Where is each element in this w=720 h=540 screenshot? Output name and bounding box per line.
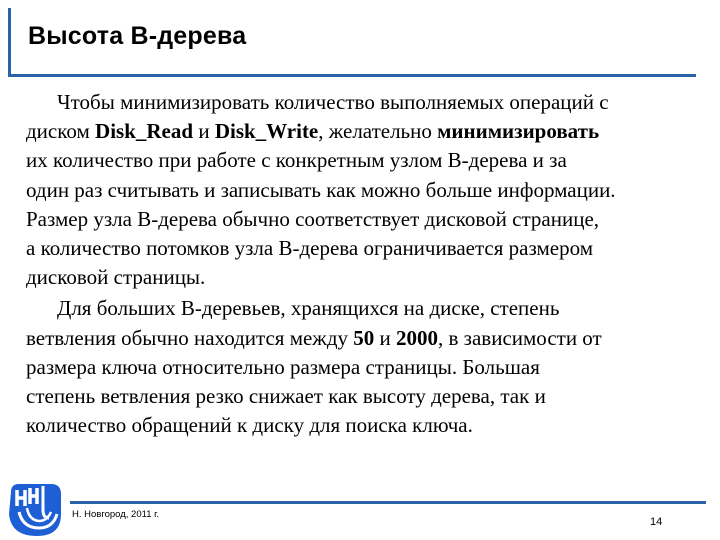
text-segment: ветвления обычно находится между [26,325,354,350]
text-segment: диском [26,119,96,144]
text-line [26,263,716,292]
text-line [26,88,716,117]
emphasized-text: 2000 [396,325,439,350]
text-segment: степень ветвления резко снижает как высоту дерева, так и [26,384,546,409]
text-line [26,205,716,234]
text-line [26,294,716,323]
text-segment: Размер узла B-дерева обычно соответствует дисковой странице, [26,206,600,231]
emphasized-text: Disk_Read [95,119,194,144]
text-line [26,411,716,440]
text-segment: размера ключа относительно размера страницы. Большая [26,354,540,379]
text-line [26,353,716,382]
emphasized-text: 50 [353,325,375,350]
text-segment: , желательно [318,119,438,144]
text-segment: один раз считывать и записывать как можно больше информации. [26,177,616,202]
emphasized-text: минимизировать [437,119,600,144]
emphasized-text: Disk_Write [214,119,319,144]
footer-divider [70,501,706,504]
text-line [26,382,716,411]
text-segment: количество обращений к диску для поиска ключа. [26,413,473,438]
text-line [26,324,716,353]
body-paragraph [26,294,716,440]
text-segment: Чтобы минимизировать количество выполняемых операций с [57,90,609,114]
title-accent-vertical-line [8,8,11,77]
text-line [26,146,716,175]
text-segment: Для больших B-деревьев, хранящихся на диске, степень [57,296,560,321]
footer-location-date: Н. Новгород, 2011 г. [72,509,160,520]
text-segment: и [193,119,215,144]
text-segment: и [374,325,397,350]
text-segment: их количество при работе с конкретным узлом B-дерева и за [26,148,567,173]
text-segment: дисковой страницы. [26,265,206,290]
text-line [26,117,716,146]
title-underline [8,74,696,77]
page-number: 14 [650,516,663,528]
text-line [26,176,716,205]
slide-body [26,88,716,440]
text-line [26,234,716,263]
slide-title: Высота B-дерева [28,22,247,50]
body-paragraph [26,88,716,292]
text-segment: , в зависимости от [438,325,602,350]
unn-university-logo-icon [5,480,65,538]
text-segment: а количество потомков узла B-дерева ограничивается размером [26,236,593,261]
